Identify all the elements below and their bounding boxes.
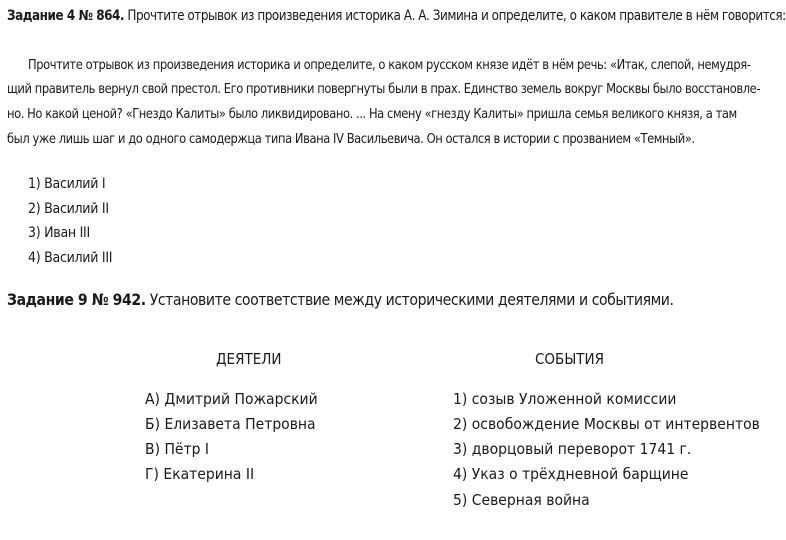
- event-item-1: 1) созыв Уложенной комиссии: [453, 390, 677, 408]
- answer-option-3: 3) Иван III: [28, 225, 90, 241]
- passage-line-3: но. Но какой ценой? «Гнездо Калиты» было ликвидировано. ... На смену «гнезду Калиты» пришла семья великого князя, а там: [7, 107, 737, 122]
- task9-label: Задание 9 № 942.: [7, 290, 146, 309]
- answer-option-2: 2) Василий II: [28, 201, 109, 217]
- event-item-3: 3) дворцовый переворот 1741 г.: [453, 440, 692, 458]
- figure-item-g: Г) Екатерина II: [145, 465, 255, 483]
- passage-line-2: щий правитель вернул свой престол. Его противники повергнуты были в прах. Единство земель вокруг Москвы было восстановле-: [7, 82, 761, 97]
- answer-option-4: 4) Василий III: [28, 250, 113, 266]
- task4-heading: [7, 8, 786, 24]
- event-item-5: 5) Северная война: [453, 491, 590, 509]
- figure-item-v: В) Пётр I: [145, 440, 210, 458]
- answer-option-1: 1) Василий I: [28, 176, 106, 192]
- event-item-4: 4) Указ о трёхдневной барщине: [453, 465, 689, 483]
- passage-line-4: был уже лишь шаг и до одного самодержца типа Ивана IV Васильевича. Он остался в истории с прозванием «Темный».: [7, 132, 695, 147]
- task9-heading: [7, 290, 674, 309]
- task4-instruction: Прочтите отрывок из произведения историка А. А. Зимина и определите, о каком правителе в нём говорится:: [127, 8, 786, 24]
- figure-item-b: Б) Елизавета Петровна: [145, 415, 316, 433]
- task4-label: Задание 4 № 864.: [7, 8, 125, 24]
- event-item-2: 2) освобождение Москвы от интервентов: [453, 415, 760, 433]
- events-column-header: СОБЫТИЯ: [535, 350, 604, 368]
- figure-item-a: А) Дмитрий Пожарский: [145, 390, 318, 408]
- passage-line-1: Прочтите отрывок из произведения историка и определите, о каком русском князе идёт в нём речь: «Итак, слепой, немудря-: [28, 58, 751, 73]
- task9-instruction: Установите соответствие между историческими деятелями и событиями.: [149, 290, 674, 309]
- figures-column-header: ДЕЯТЕЛИ: [216, 350, 282, 368]
